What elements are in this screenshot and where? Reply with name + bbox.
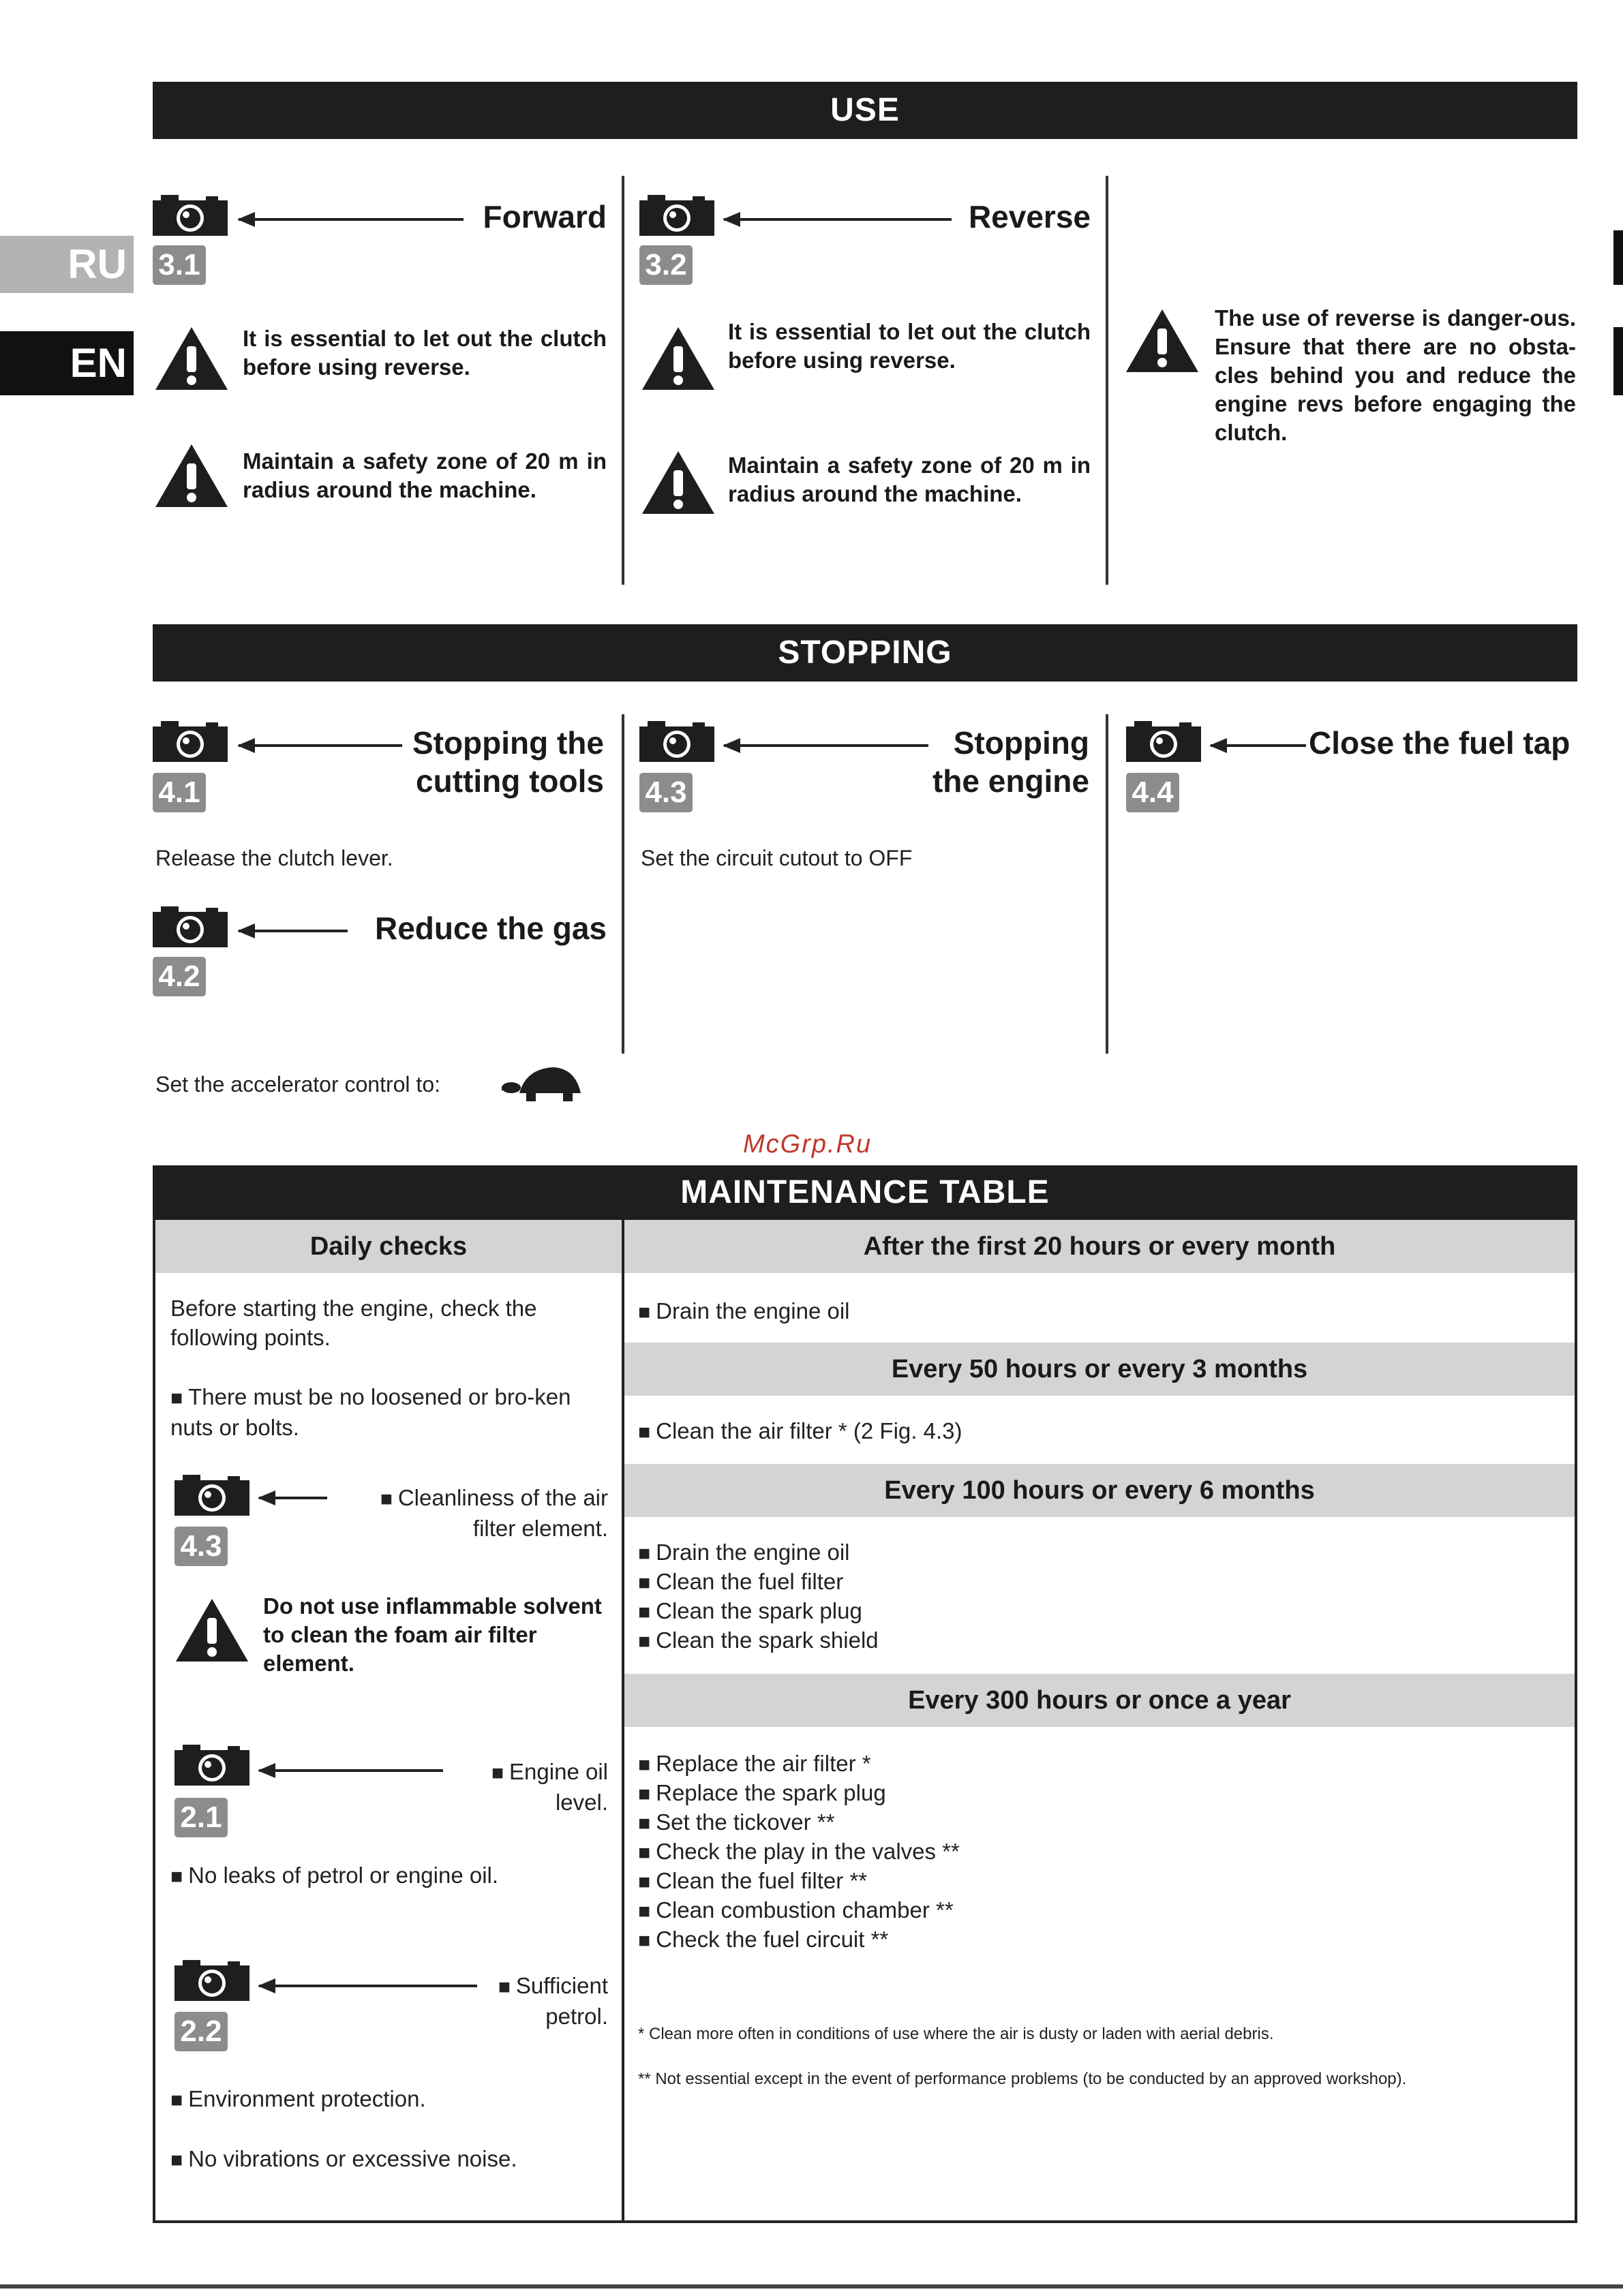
stopping-section-header: STOPPING [153, 624, 1577, 682]
watermark: McGrp.Ru [743, 1130, 873, 1159]
instruction-text: Release the clutch lever. [155, 846, 393, 870]
figure-number-badge: 4.3 [639, 773, 693, 812]
footnote: ** Not essential except in the event of performance problems (to be conducted by an approved workshop). [638, 2070, 1407, 2088]
right-edge-mark [1613, 327, 1623, 395]
stopping-engine-label [886, 724, 1089, 800]
maintenance-item: ■ Check the play in the valves ** [638, 1837, 960, 1867]
daily-intro-text: Before starting the engine, check the following points. [170, 1296, 537, 1350]
camera-icon [639, 721, 714, 762]
arrow-left-icon [239, 930, 348, 932]
warning-icon [175, 1597, 249, 1663]
warning-text: Maintain a safety zone of 20 m in radius around the machine. [243, 448, 607, 502]
figure-number-badge: 4.1 [153, 773, 206, 812]
warning-icon [1125, 308, 1200, 373]
forward-label: Forward [483, 199, 607, 234]
camera-icon [175, 1475, 249, 1516]
warning-text: It is essential to let out the clutch before using reverse. [728, 319, 1091, 373]
stopping-cutting-tools-label [382, 724, 604, 800]
arrow-left-icon [724, 218, 952, 221]
interval-header: Every 50 hours or every 3 months [624, 1343, 1575, 1396]
column-divider [622, 714, 624, 1054]
warning-icon [641, 326, 716, 391]
camera-icon [175, 1745, 249, 1786]
tortoise-icon [499, 1062, 588, 1104]
close-fuel-tap-label: Close the fuel tap [1309, 725, 1571, 761]
instruction-text: Set the circuit cutout to OFF [641, 846, 913, 870]
maintenance-item: ■ Clean the fuel filter [638, 1567, 843, 1597]
daily-check-item: ■ Cleanliness of the air filter element. [341, 1483, 608, 1543]
daily-check-item: ■ No leaks of petrol or engine oil. [170, 1861, 607, 1891]
figure-number-badge: 4.4 [1126, 773, 1179, 812]
right-edge-mark [1613, 230, 1623, 285]
maintenance-item: ■ Clean combustion chamber ** [638, 1895, 954, 1926]
figure-number-badge: 4.3 [175, 1527, 228, 1566]
figure-number-badge: 2.2 [175, 2012, 228, 2051]
daily-check-item: ■ Sufficient petrol. [477, 1971, 608, 2031]
footnote: * Clean more often in conditions of use where the air is dusty or laden with aerial debris. [638, 2025, 1274, 2043]
camera-icon [175, 1960, 249, 2001]
arrow-left-icon [239, 218, 464, 221]
figure-number-badge: 4.2 [153, 957, 206, 996]
maintenance-item: ■ Check the fuel circuit ** [638, 1925, 888, 1955]
arrow-left-icon [1211, 744, 1306, 747]
language-tab-en[interactable]: EN [0, 331, 134, 395]
arrow-left-icon [259, 1769, 443, 1772]
maintenance-item: ■ Clean the spark plug [638, 1596, 862, 1627]
column-divider [622, 176, 624, 585]
maintenance-item: ■ Clean the fuel filter ** [638, 1866, 867, 1897]
maintenance-item: ■ Replace the spark plug [638, 1778, 886, 1809]
daily-check-item: ■ There must be no loosened or bro-ken nuts or bolts. [170, 1382, 579, 1442]
use-section-header: USE [153, 82, 1577, 139]
warning-text: Do not use inflammable solvent to clean the foam air filter element. [263, 1593, 602, 1676]
daily-check-item: ■ Environment protection. [170, 2084, 607, 2115]
camera-icon [1126, 721, 1201, 762]
reduce-gas-label: Reduce the gas [375, 910, 607, 946]
daily-check-item: ■ Engine oil level. [457, 1757, 608, 1817]
title-line: the engine [932, 763, 1089, 799]
maintenance-item: ■ Drain the engine oil [638, 1296, 849, 1327]
column-divider [1106, 176, 1108, 585]
maintenance-table-header: MAINTENANCE TABLE [153, 1165, 1577, 1220]
arrow-left-icon [259, 1497, 327, 1499]
figure-number-badge: 3.1 [153, 245, 206, 285]
warning-text: Maintain a safety zone of 20 m in radius around the machine. [728, 453, 1091, 506]
title-line: Stopping the [412, 725, 604, 761]
figure-number-badge: 2.1 [175, 1798, 228, 1837]
maintenance-item: ■ Clean the air filter * (2 Fig. 4.3) [638, 1416, 962, 1447]
camera-icon [153, 721, 228, 762]
camera-icon [639, 195, 714, 236]
arrow-left-icon [239, 744, 402, 747]
instruction-text: Set the accelerator control to: [155, 1072, 440, 1097]
warning-text: The use of reverse is danger-ous. Ensure that there are no obsta-cles behind you and reduce the engine revs before engaging the clutch. [1215, 305, 1576, 445]
title-line: cutting tools [416, 763, 604, 799]
warning-icon [154, 326, 229, 391]
arrow-left-icon [259, 1985, 477, 1987]
camera-icon [153, 195, 228, 236]
language-tab-ru[interactable]: RU [0, 236, 134, 293]
figure-number-badge: 3.2 [639, 245, 693, 285]
warning-icon [154, 443, 229, 508]
interval-header: Every 300 hours or once a year [624, 1674, 1575, 1727]
maintenance-item: ■ Set the tickover ** [638, 1807, 834, 1838]
camera-icon [153, 906, 228, 947]
page-footer-line [0, 2284, 1623, 2289]
daily-check-item: ■ No vibrations or excessive noise. [170, 2144, 607, 2175]
maintenance-item: ■ Replace the air filter * [638, 1749, 871, 1779]
maintenance-item: ■ Clean the spark shield [638, 1625, 879, 1656]
daily-checks-header: Daily checks [155, 1220, 622, 1273]
reverse-label: Reverse [968, 199, 1091, 234]
title-line: Stopping [953, 725, 1089, 761]
maintenance-item: ■ Drain the engine oil [638, 1537, 849, 1568]
column-divider [1106, 714, 1108, 1054]
warning-icon [641, 450, 716, 515]
interval-header: After the first 20 hours or every month [624, 1220, 1575, 1273]
warning-text: It is essential to let out the clutch before using reverse. [243, 326, 607, 380]
interval-header: Every 100 hours or every 6 months [624, 1464, 1575, 1517]
